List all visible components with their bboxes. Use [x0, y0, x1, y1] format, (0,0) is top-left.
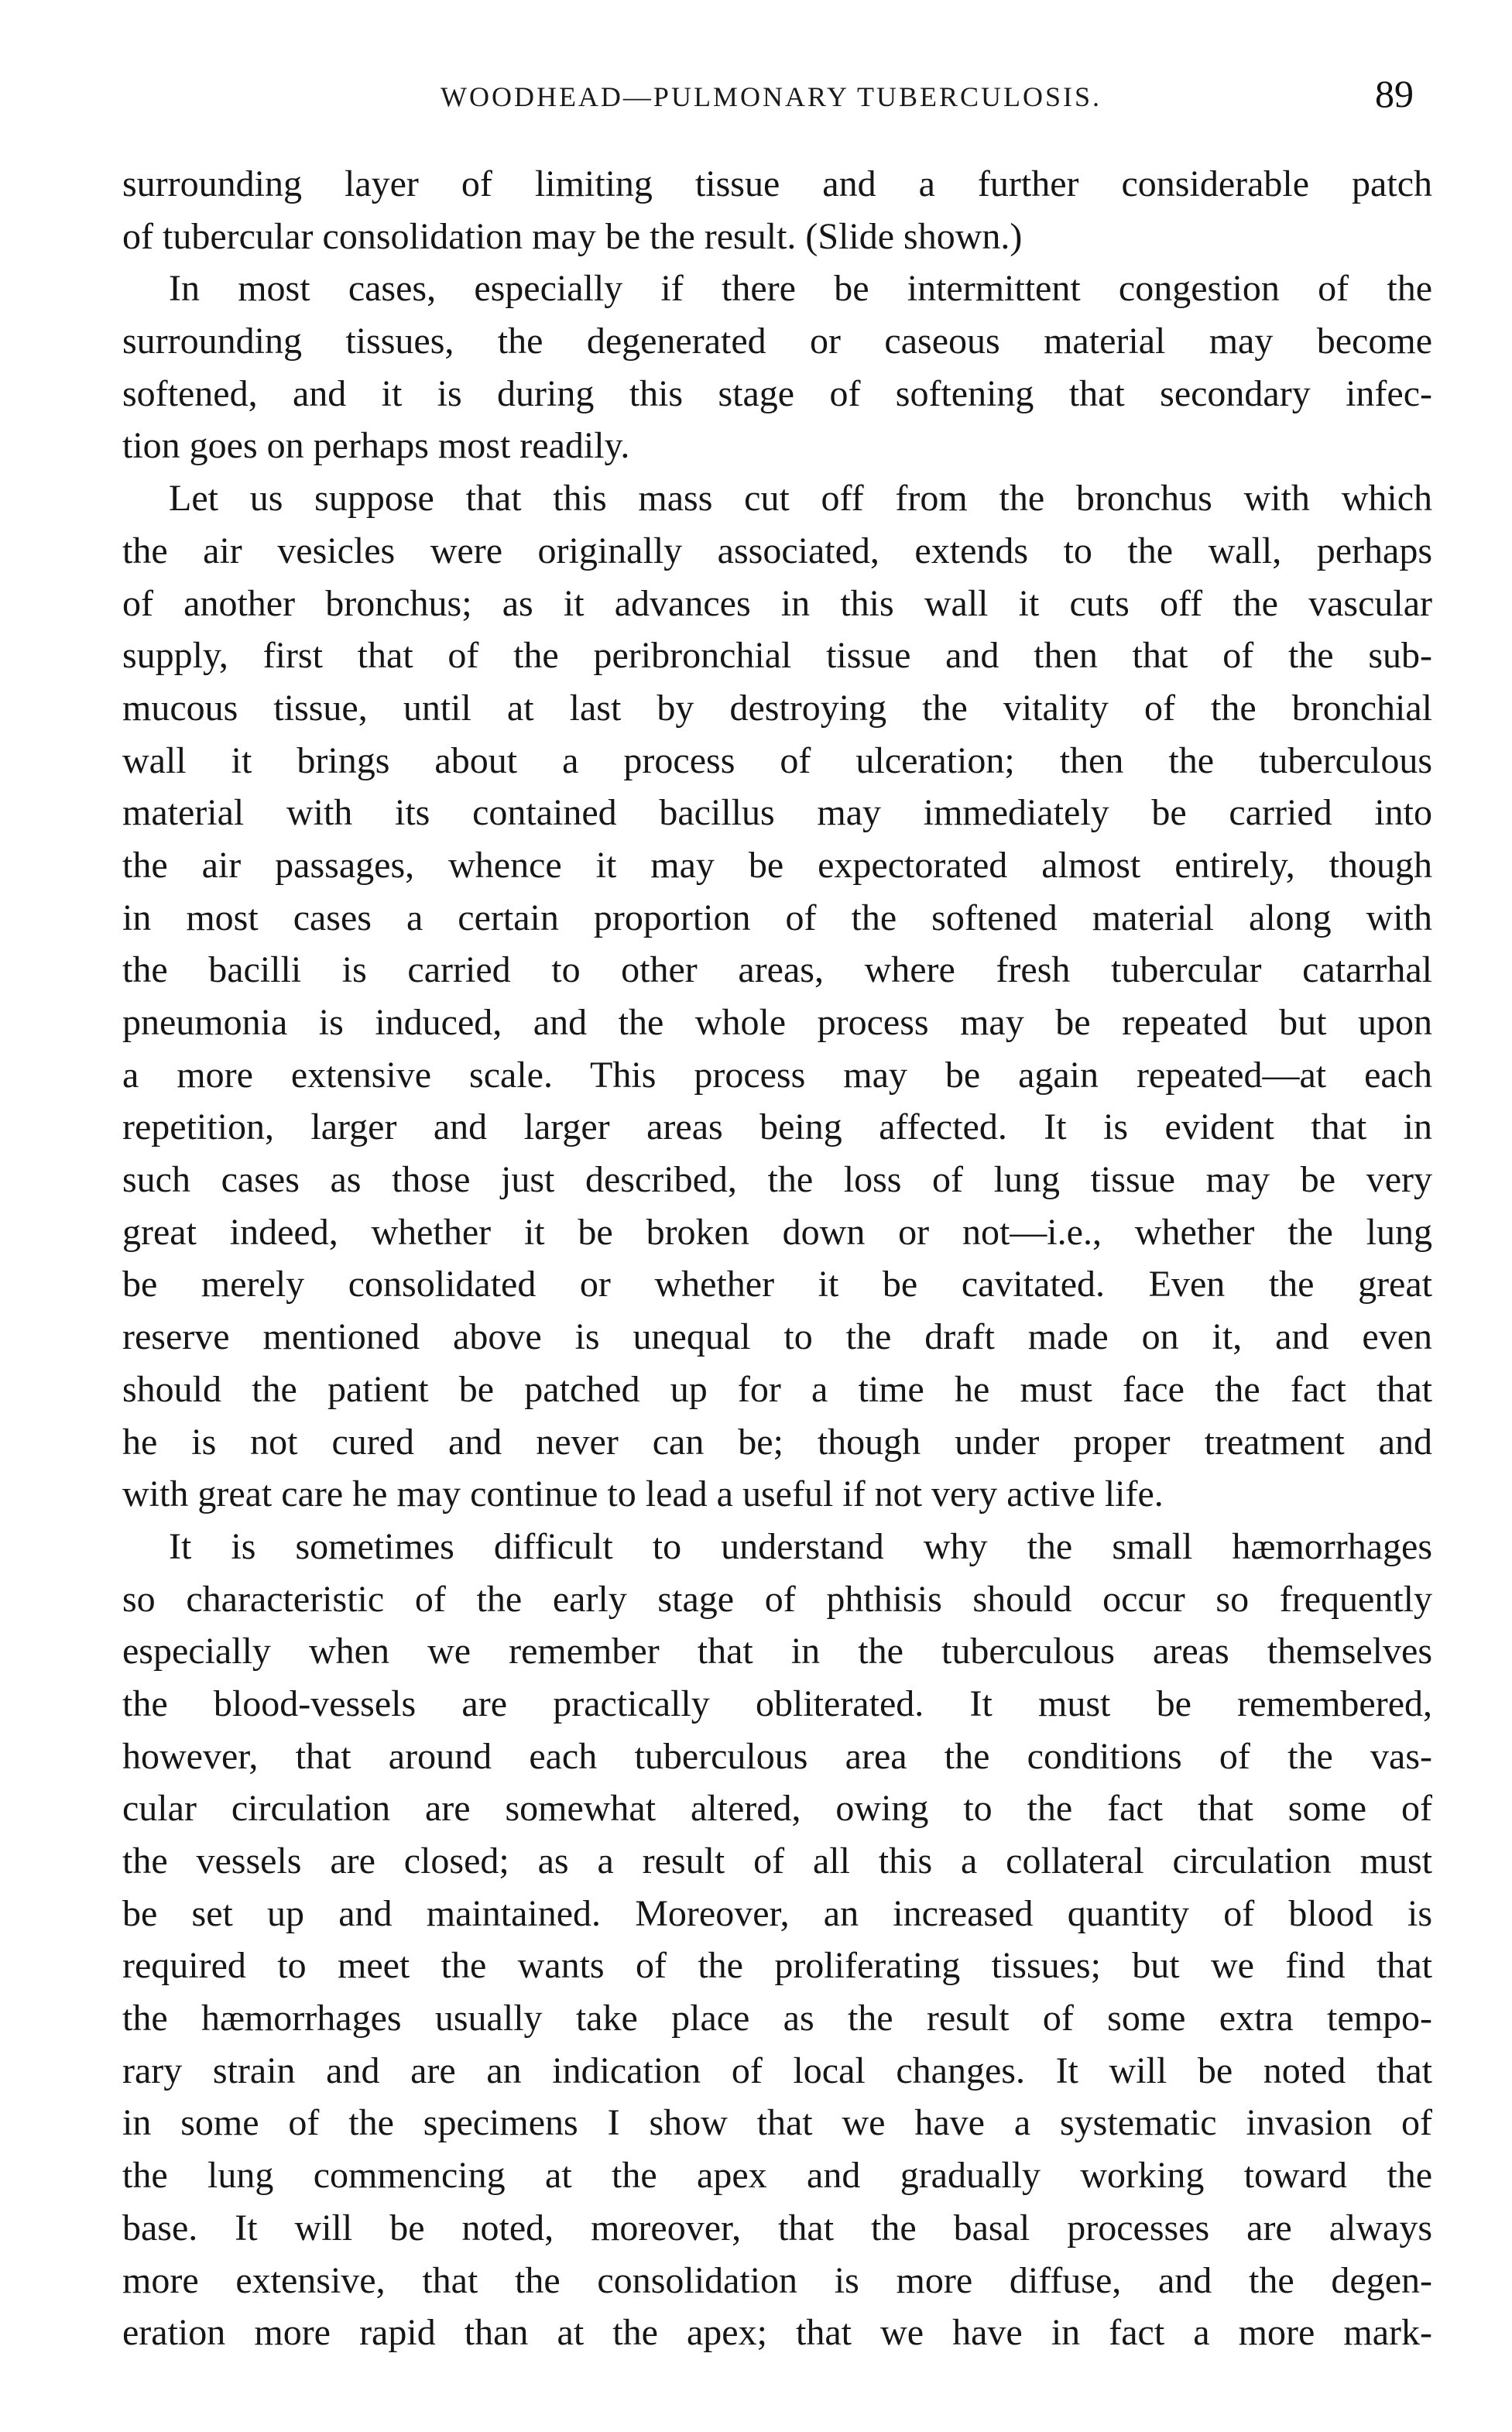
- text-line: the air passages, whence it may be expectorated almost entirely, though: [122, 844, 1432, 886]
- text-line: wall it brings about a process of ulceration; then the tuberculous: [122, 739, 1432, 781]
- text-line: Let us suppose that this mass cut off from the bronchus with which: [169, 478, 1432, 520]
- text-line: In most cases, especially if there be intermittent congestion of the: [169, 268, 1432, 310]
- paragraph-4: [122, 1521, 1432, 2359]
- text-line: material with its contained bacillus may immediately be carried into: [122, 792, 1432, 834]
- text-line: with great care he may continue to lead a useful if not very active life.: [122, 1473, 1164, 1515]
- text-line: It is sometimes difficult to understand why the small hæmorrhages: [169, 1525, 1432, 1567]
- text-line: tion goes on perhaps most readily.: [122, 425, 630, 467]
- text-line: be merely consolidated or whether it be cavitated. Even the great: [122, 1264, 1432, 1305]
- text-line: surrounding tissues, the degenerated or caseous material may become: [122, 321, 1432, 362]
- text-line: the air vesicles were originally associated, extends to the wall, perhaps: [122, 530, 1432, 571]
- paragraph-3: [122, 472, 1432, 1521]
- running-head: WOODHEAD—PULMONARY TUBERCULOSIS.: [440, 81, 1102, 112]
- text-line: the vessels are closed; as a result of all this a collateral circulation must: [122, 1840, 1432, 1881]
- text-line: be set up and maintained. Moreover, an increased quantity of blood is: [122, 1892, 1432, 1934]
- text-line: such cases as those just described, the loss of lung tissue may be very: [122, 1159, 1432, 1201]
- text-line: required to meet the wants of the proliferating tissues; but we find that: [122, 1945, 1432, 1987]
- text-line: of another bronchus; as it advances in this wall it cuts off the vascular: [122, 582, 1432, 624]
- text-line: softened, and it is during this stage of softening that secondary infec-: [122, 372, 1432, 414]
- text-line: in some of the specimens I show that we have a systematic invasion of: [122, 2102, 1432, 2144]
- text-line: especially when we remember that in the tuberculous areas themselves: [122, 1631, 1432, 1672]
- text-line: should the patient be patched up for a time he must face the fact that: [122, 1368, 1432, 1410]
- text-line: a more extensive scale. This process may be again repeated—at each: [122, 1054, 1432, 1096]
- text-line: mucous tissue, until at last by destroying the vitality of the bronchial: [122, 687, 1432, 729]
- text-line: however, that around each tuberculous area the conditions of the vas-: [122, 1735, 1432, 1777]
- text-line: base. It will be noted, moreover, that the basal processes are always: [122, 2207, 1432, 2248]
- text-line: supply, first that of the peribronchial tissue and then that of the sub-: [122, 635, 1432, 677]
- text-line: eration more rapid than at the apex; that we have in fact a more mark-: [122, 2312, 1432, 2354]
- text-line: great indeed, whether it be broken down or not—i.e., whether the lung: [122, 1211, 1432, 1253]
- text-line: he is not cured and never can be; though under proper treatment and: [122, 1421, 1432, 1463]
- paragraph-2: [122, 262, 1432, 472]
- text-line: repetition, larger and larger areas being affected. It is evident that in: [122, 1106, 1432, 1148]
- paragraph-1: [122, 158, 1432, 262]
- page-number: 89: [1375, 72, 1414, 115]
- text-line: rary strain and are an indication of local changes. It will be noted that: [122, 2050, 1432, 2091]
- text-line: in most cases a certain proportion of the softened material along with: [122, 897, 1432, 938]
- text-line: cular circulation are somewhat altered, owing to the fact that some of: [122, 1788, 1432, 1830]
- text-line: the lung commencing at the apex and gradually working toward the: [122, 2155, 1432, 2197]
- text-line: pneumonia is induced, and the whole process may be repeated but upon: [122, 1002, 1432, 1043]
- text-line: so characteristic of the early stage of phthisis should occur so frequently: [122, 1578, 1432, 1620]
- text-line: the bacilli is carried to other areas, where fresh tubercular catarrhal: [122, 949, 1432, 991]
- text-line: the blood-vessels are practically obliterated. It must be remembered,: [122, 1683, 1432, 1724]
- text-line: more extensive, that the consolidation is more diffuse, and the degen-: [122, 2259, 1432, 2301]
- text-line: reserve mentioned above is unequal to the draft made on it, and even: [122, 1316, 1432, 1358]
- text-line: the hæmorrhages usually take place as the result of some extra tempo-: [122, 1998, 1432, 2039]
- text-line: of tubercular consolidation may be the result. (Slide shown.): [122, 215, 1023, 257]
- body-text: [122, 158, 1432, 2359]
- text-line: surrounding layer of limiting tissue and a further considerable patch: [122, 163, 1432, 204]
